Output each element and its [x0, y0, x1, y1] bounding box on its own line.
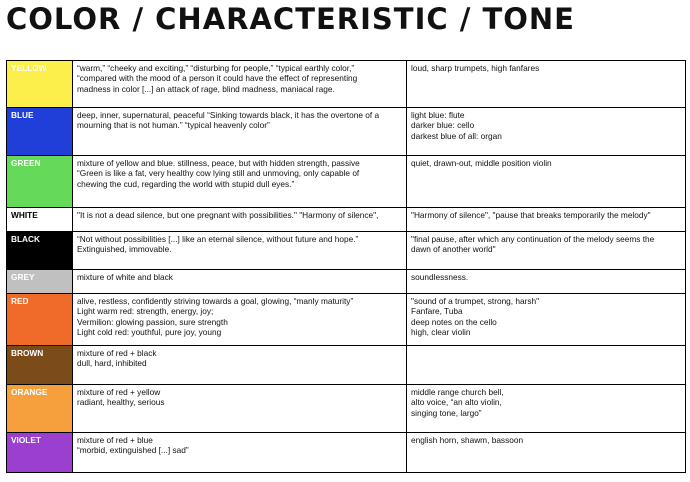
color-name: RED — [11, 296, 29, 306]
characteristic-line: chewing the cud, regarding the world with stupid dull eyes.” — [77, 178, 295, 189]
table-row — [7, 385, 686, 433]
color-swatch-violet — [7, 433, 73, 473]
tone-cell — [407, 270, 686, 294]
characteristic-cell — [73, 346, 407, 385]
tone-line: alto voice, “an alto violin, — [411, 397, 502, 408]
characteristic-line: Light warm red: strength, energy, joy; — [77, 306, 214, 317]
color-name: VIOLET — [11, 435, 41, 445]
tone-cell — [407, 208, 686, 232]
page-title: COLOR / CHARACTERISTIC / TONE — [6, 2, 575, 36]
tone-line: Fanfare, Tuba — [411, 306, 463, 317]
characteristic-line: “Green is like a fat, very healthy cow lying still and unmoving, only capable of — [77, 168, 360, 179]
tone-line: loud, sharp trumpets, high fanfares — [411, 63, 540, 73]
tone-line: dawn of another world" — [411, 244, 496, 255]
tone-cell — [407, 346, 686, 385]
characteristic-line: “warm,” “cheeky and exciting,” “disturbing for people,” “typical earthly color,” — [77, 63, 355, 73]
tone-line: "final pause, after which any continuation of the melody seems the — [411, 234, 655, 244]
color-name: GREY — [11, 272, 35, 282]
color-name: BLACK — [11, 234, 41, 244]
color-swatch-white — [7, 208, 73, 232]
characteristic-line: mixture of red + black — [77, 348, 157, 358]
color-name: WHITE — [11, 210, 38, 220]
tone-cell — [407, 385, 686, 433]
tone-cell — [407, 232, 686, 270]
characteristic-cell — [73, 433, 407, 473]
tone-line: "Harmony of silence", "pause that breaks temporarily the melody" — [411, 210, 651, 220]
table-row — [7, 156, 686, 208]
characteristic-line: Light cold red: youthful, pure joy, young — [77, 326, 222, 337]
characteristic-line: “morbid, extinguished [...] sad” — [77, 445, 189, 456]
color-swatch-green — [7, 156, 73, 208]
table-row — [7, 294, 686, 346]
tone-line: light blue: flute — [411, 110, 465, 120]
tone-line: darkest blue of all: organ — [411, 130, 502, 141]
characteristic-cell — [73, 270, 407, 294]
color-swatch-red — [7, 294, 73, 346]
characteristic-line: radiant, healthy, serious — [77, 397, 165, 408]
color-name: GREEN — [11, 158, 41, 168]
characteristic-line: mixture of yellow and blue. stillness, peace, but with hidden strength, passive — [77, 158, 360, 168]
color-swatch-orange — [7, 385, 73, 433]
tone-cell — [407, 108, 686, 156]
color-swatch-blue — [7, 108, 73, 156]
tone-line: darker blue: cello — [411, 120, 475, 131]
color-name: BLUE — [11, 110, 34, 120]
characteristic-line: madness in color [...] an attack of rage, blind madness, maniacal rage. — [77, 83, 335, 94]
characteristic-line: dull, hard, inhibited — [77, 358, 147, 369]
tone-line: deep notes on the cello — [411, 316, 497, 327]
table-row — [7, 108, 686, 156]
tone-cell — [407, 61, 686, 108]
characteristic-cell — [73, 108, 407, 156]
characteristic-line: mixture of white and black — [77, 272, 173, 282]
tone-cell — [407, 433, 686, 473]
table-row — [7, 433, 686, 473]
tone-cell — [407, 294, 686, 346]
color-swatch-black — [7, 232, 73, 270]
color-swatch-brown — [7, 346, 73, 385]
color-name: ORANGE — [11, 387, 48, 397]
tone-line: middle range church bell, — [411, 387, 504, 397]
tone-line: soundlessness. — [411, 272, 469, 282]
characteristic-cell — [73, 208, 407, 232]
table-row — [7, 61, 686, 108]
tone-line: "sound of a trumpet, strong, harsh" — [411, 296, 540, 306]
color-swatch-yellow — [7, 61, 73, 108]
characteristic-line: deep, inner, supernatural, peaceful “Sinking towards black, it has the overtone of a — [77, 110, 380, 120]
tone-cell — [407, 156, 686, 208]
characteristic-line: alive, restless, confidently striving towards a goal, glowing, “manly maturity” — [77, 296, 354, 306]
characteristic-cell — [73, 385, 407, 433]
characteristic-line: “Not without possibilities [...] like an eternal silence, without future and hope.” — [77, 234, 359, 244]
characteristic-line: mixture of red + blue — [77, 435, 153, 445]
characteristic-cell — [73, 61, 407, 108]
color-swatch-grey — [7, 270, 73, 294]
table-row — [7, 270, 686, 294]
color-table — [6, 60, 686, 473]
tone-line: quiet, drawn-out, middle position violin — [411, 158, 552, 168]
table-row — [7, 232, 686, 270]
characteristic-cell — [73, 232, 407, 270]
color-name: BROWN — [11, 348, 44, 358]
tone-line: english horn, shawm, bassoon — [411, 435, 524, 445]
characteristic-line: mixture of red + yellow — [77, 387, 161, 397]
tone-line: high, clear violin — [411, 326, 471, 337]
characteristic-line: Extinguished, immovable. — [77, 244, 172, 255]
characteristic-cell — [73, 156, 407, 208]
characteristic-cell — [73, 294, 407, 346]
characteristic-line: Vermilion: glowing passion, sure strength — [77, 316, 228, 327]
characteristic-line: "It is not a dead silence, but one pregnant with possibilities." "Harmony of silence", — [77, 210, 379, 220]
color-name: YELLOW — [11, 63, 47, 73]
table-row — [7, 208, 686, 232]
characteristic-line: “compared with the mood of a person it could have the effect of representing — [77, 73, 358, 84]
table-row — [7, 346, 686, 385]
tone-line: singing tone, largo” — [411, 407, 482, 418]
characteristic-line: mourning that is not human.” “typical heavenly color” — [77, 120, 270, 131]
